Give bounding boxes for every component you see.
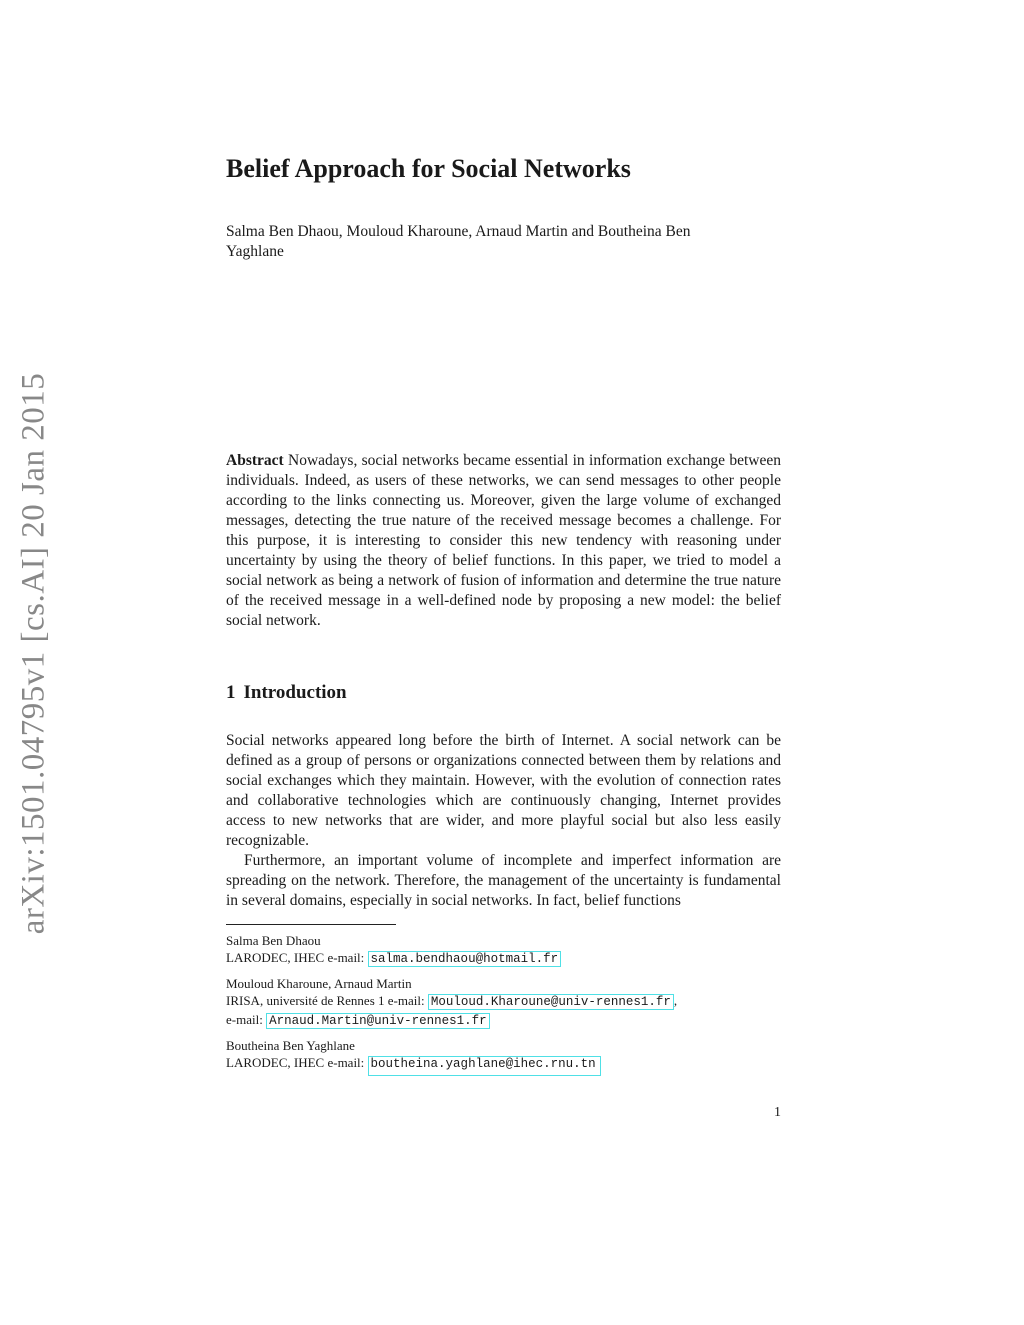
arxiv-identifier: arXiv:1501.04795v1 [cs.AI] 20 Jan 2015	[15, 372, 52, 934]
authors-line-2: Yaghlane	[226, 243, 284, 260]
abstract-text: Nowadays, social networks became essential in information exchange between individuals. Indeed, as users of these networks, we can send messages to other people according to the links connecting us. Moreover, given the large volume of exchanged messages, detecting the true nature of the received message becomes a challenge. For this purpose, it is interesting to consider this new tendency with reasoning under uncertainty by using the theory of belief functions. In this paper, we tried to model a social network as being a network of fusion of information and determine the true nature of the received message in a well-defined node by proposing a new model: the belief social network.	[226, 452, 781, 629]
email-label: e-mail:	[226, 1012, 267, 1027]
page-number: 1	[774, 1105, 781, 1120]
intro-paragraph-2: Furthermore, an important volume of incomplete and imperfect information are spreading on the network. Therefore, the management of the uncertainty is fundamental in several domains, especially in social networks. In fact, belief functions	[226, 852, 781, 909]
email-link-salma[interactable]: salma.bendhaou@hotmail.fr	[368, 951, 562, 967]
footnotes	[226, 932, 786, 1080]
introduction-body	[226, 731, 781, 911]
section-number: 1	[226, 682, 236, 703]
arxiv-sidebar	[12, 370, 56, 936]
footnote-email-line	[226, 1011, 786, 1030]
footnote-name: Salma Ben Dhaou	[226, 933, 321, 948]
section-title: Introduction	[243, 682, 347, 703]
author-list	[226, 222, 746, 262]
email-link-arnaud[interactable]: Arnaud.Martin@univ-rennes1.fr	[266, 1013, 490, 1029]
footnote-rule	[226, 924, 396, 925]
authors-line-1: Salma Ben Dhaou, Mouloud Kharoune, Arnaud Martin and Boutheina Ben	[226, 223, 691, 240]
email-link-mouloud[interactable]: Mouloud.Kharoune@univ-rennes1.fr	[428, 994, 674, 1010]
footnote-affiliation: LARODEC, IHEC e-mail:	[226, 1055, 368, 1070]
footnote-affiliation: LARODEC, IHEC e-mail:	[226, 950, 368, 965]
footnote-affiliation-line	[226, 1054, 786, 1073]
paper-title: Belief Approach for Social Networks	[226, 154, 631, 183]
abstract	[226, 451, 781, 631]
email-link-boutheina[interactable]: boutheina.yaghlane@ihec.rnu.tn	[368, 1056, 601, 1076]
footnote-affiliation-line	[226, 992, 786, 1011]
section-heading-introduction	[226, 680, 347, 706]
footnote-author-3	[226, 1037, 786, 1073]
abstract-label: Abstract	[226, 452, 284, 469]
footnote-affiliation-line	[226, 949, 786, 968]
footnote-affiliation: IRISA, université de Rennes 1 e-mail:	[226, 993, 428, 1008]
footnote-author-2	[226, 975, 786, 1030]
footnote-name: Mouloud Kharoune, Arnaud Martin	[226, 976, 412, 991]
footnote-author-1	[226, 932, 786, 968]
footnote-name: Boutheina Ben Yaghlane	[226, 1038, 355, 1053]
intro-paragraph-1: Social networks appeared long before the birth of Internet. A social network can be defined as a group of persons or organizations connected between them by relations and social exchanges which they maintain. However, with the evolution of connection rates and collaborative technologies which are continuously changing, Internet provides access to new networks that are wider, and more playful social but also less easily recognizable.	[226, 732, 781, 849]
email-separator: ,	[673, 993, 678, 1008]
